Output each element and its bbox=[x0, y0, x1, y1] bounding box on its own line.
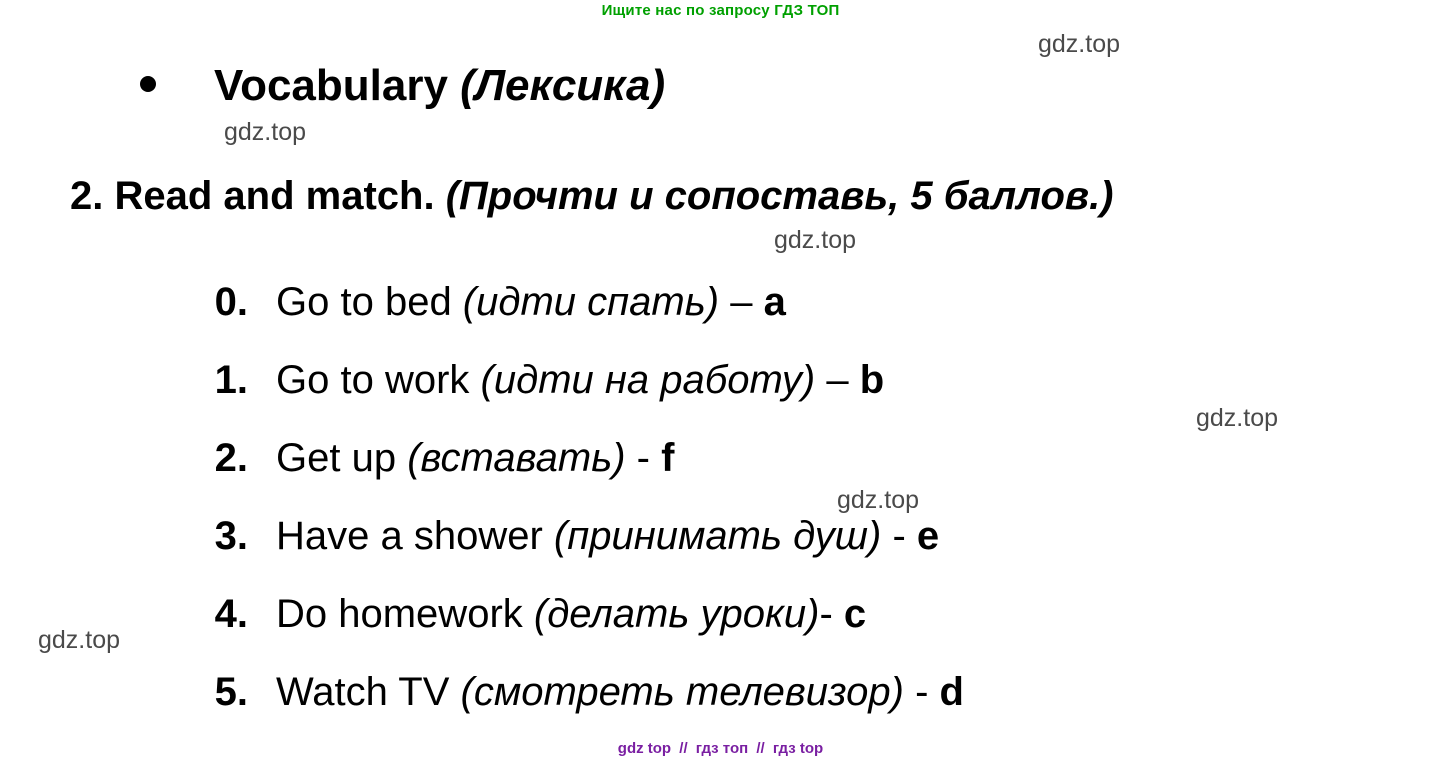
list-item-number: 1. bbox=[214, 358, 248, 402]
list-item-english: Go to bed bbox=[276, 280, 463, 324]
list-item-body bbox=[276, 516, 939, 556]
list-item-number: 3. bbox=[214, 514, 248, 558]
watermark: gdz.top bbox=[837, 486, 920, 514]
footer-separator: // bbox=[756, 740, 765, 757]
list-item-body bbox=[276, 594, 866, 634]
list-item-english: Have a shower bbox=[276, 514, 554, 558]
list-item-number: 4. bbox=[214, 592, 248, 636]
match-list bbox=[0, 282, 1441, 750]
bullet-icon bbox=[140, 76, 156, 92]
list-item-number: 0. bbox=[214, 280, 248, 324]
list-item-number: 2. bbox=[214, 436, 248, 480]
watermark: gdz.top bbox=[1196, 404, 1279, 432]
list-item-body bbox=[276, 282, 786, 322]
list-item bbox=[0, 360, 1441, 438]
list-item bbox=[0, 282, 1441, 360]
list-item-answer: c bbox=[843, 592, 867, 636]
list-item-body bbox=[276, 672, 964, 712]
promo-banner: Ищите нас по запросу ГДЗ ТОП bbox=[601, 2, 840, 19]
footer-part-3: гдз top bbox=[772, 740, 824, 757]
list-item-answer: d bbox=[939, 670, 964, 714]
section-heading-text bbox=[214, 61, 666, 110]
task-title bbox=[70, 174, 1400, 218]
list-item-russian: (вставать) bbox=[407, 436, 626, 480]
list-item bbox=[0, 594, 1441, 672]
watermark: gdz.top bbox=[224, 118, 307, 146]
list-item-dash: - bbox=[881, 514, 917, 558]
section-heading-russian: (Лексика) bbox=[460, 61, 666, 110]
list-item-answer: f bbox=[661, 436, 675, 480]
watermark: gdz.top bbox=[774, 226, 857, 254]
list-item-dash: – bbox=[719, 280, 764, 324]
footer-part-1: gdz top bbox=[617, 740, 672, 757]
footer-separator: // bbox=[679, 740, 688, 757]
list-item-english: Do homework bbox=[276, 592, 534, 636]
section-heading bbox=[140, 61, 666, 110]
footer-part-2: гдз топ bbox=[695, 740, 749, 757]
list-item-dash: - bbox=[625, 436, 662, 480]
list-item bbox=[0, 516, 1441, 594]
list-item-body bbox=[276, 438, 674, 478]
task-russian: (Прочти и сопоставь, 5 баллов.) bbox=[445, 174, 1114, 218]
list-item-answer: e bbox=[916, 514, 940, 558]
list-item-dash: - bbox=[819, 592, 844, 636]
list-item-russian: (идти на работу) bbox=[480, 358, 816, 402]
task-english: Read and match. bbox=[114, 174, 446, 218]
list-item-russian: (смотреть телевизор) bbox=[460, 670, 904, 714]
list-item-dash: – bbox=[815, 358, 860, 402]
list-item-answer: b bbox=[859, 358, 885, 402]
watermark: gdz.top bbox=[1038, 30, 1121, 58]
list-item-english: Get up bbox=[276, 436, 408, 480]
list-item-russian: (принимать душ) bbox=[553, 514, 882, 558]
list-item bbox=[0, 672, 1441, 750]
list-item-dash: - bbox=[904, 670, 940, 714]
list-item-number: 5. bbox=[214, 670, 248, 714]
footer-watermark bbox=[0, 740, 1441, 757]
task-number: 2. bbox=[70, 174, 115, 218]
watermark: gdz.top bbox=[38, 626, 121, 654]
list-item-english: Go to work bbox=[276, 358, 481, 402]
list-item-answer: a bbox=[763, 280, 786, 324]
list-item bbox=[0, 438, 1441, 516]
list-item-english: Watch TV bbox=[276, 670, 461, 714]
list-item-body bbox=[276, 360, 884, 400]
section-heading-english: Vocabulary bbox=[214, 61, 461, 110]
list-item-russian: (идти спать) bbox=[462, 280, 720, 324]
list-item-russian: (делать уроки) bbox=[533, 592, 820, 636]
